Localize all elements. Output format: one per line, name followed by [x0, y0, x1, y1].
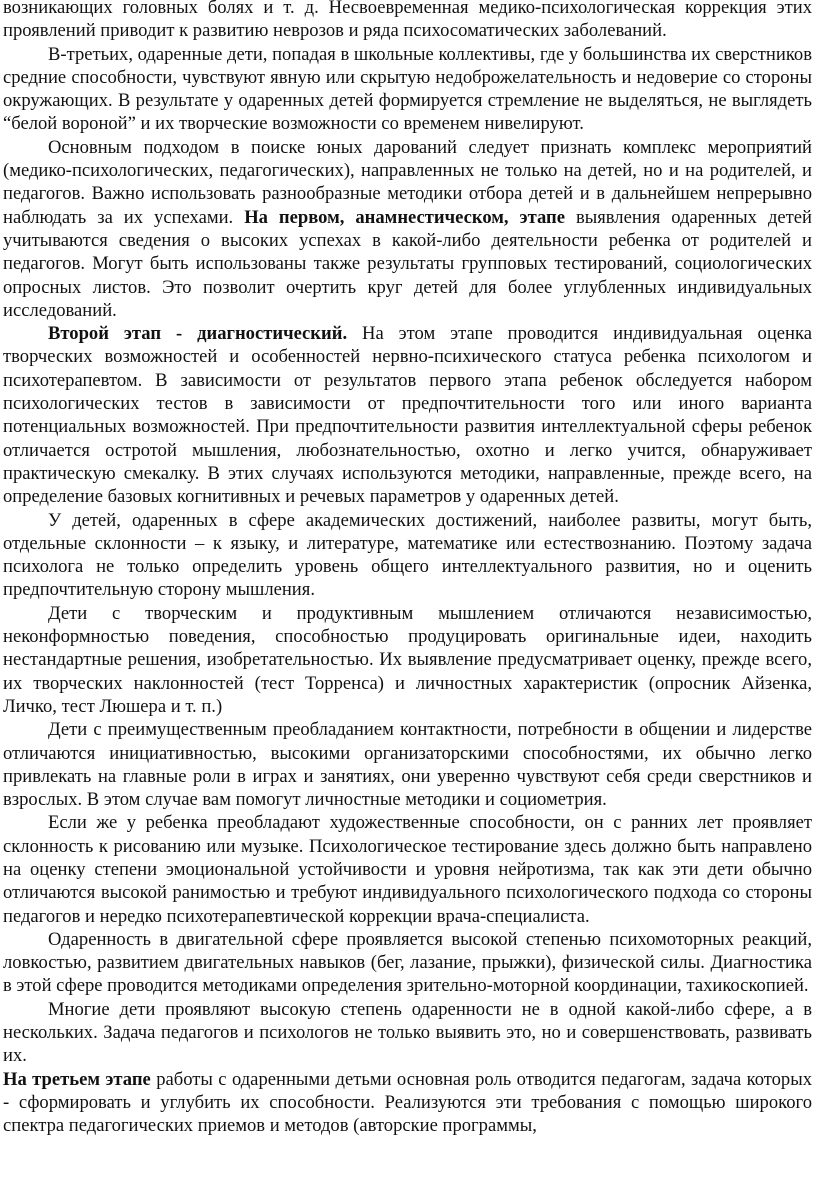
paragraph-3	[3, 136, 812, 322]
paragraph-10	[3, 998, 812, 1068]
paragraph-3-text-b: выявления одаренных детей учитываются сведения о высоких успехах в какой-либо деятельности ребенка от родителей и педагогов. Могут быть использованы также результаты групповых тестирований, социологических опросных листов. Это позволит очертить круг детей для более углубленных индивидуальных исследований.	[3, 206, 812, 321]
paragraph-1	[3, 0, 812, 43]
paragraph-6-text: Дети с творческим и продуктивным мышлением отличаются независимостью, неконформностью поведения, способностью продуцировать оригинальные идеи, находить нестандартные решения, изобретательностью. Их выявление предусматривает оценку, прежде всего, их творческих наклонностей (тест Торренса) и личностных характеристик (опросник Айзенка, Личко, тест Люшера и т. п.)	[3, 602, 812, 717]
paragraph-1-text: возникающих головных болях и т. д. Несвоевременная медико-психологическая коррекция этих проявлений приводит к развитию неврозов и ряда психосоматических заболеваний.	[3, 0, 812, 42]
paragraph-3-bold-stage-one: На первом, анамнестическом, этапе	[244, 206, 565, 228]
paragraph-3-text-a: Основным подходом в поиске юных дарований следует признать комплекс мероприятий (медико-психологических, педагогических), направленных не только на детей, но и на родителей, и педагогов. Важно использовать разнообразные методики отбора детей и в дальнейшем непрерывно наблюдать за их успехами.	[3, 136, 812, 228]
paragraph-4-text: На этом этапе проводится индивидуальная оценка творческих возможностей и особенностей нервно-психического статуса ребенка психологом и психотерапевтом. В зависимости от результатов первого этапа ребенок обследуется набором психологических тестов в зависимости от предпочтительности того или иного варианта потенциальных возможностей. При предпочтительности развития интеллектуальной сферы ребенок отличается остротой мышления, любознательностью, охотно и легко учится, обнаруживает практическую смекалку. В этих случаях используются методики, направленные, прежде всего, на определение базовых когнитивных и речевых параметров у одаренных детей.	[3, 323, 812, 508]
paragraph-9	[3, 928, 812, 998]
paragraph-11-bold-stage-three: На третьем этапе	[3, 1068, 151, 1090]
paragraph-7-text: Дети с преимущественным преобладанием контактности, потребности в общении и лидерстве отличаются инициативностью, высокими организаторскими способностями, их обычно легко привлекать на главные роли в играх и занятиях, они уверенно чувствуют себя среди сверстников и взрослых. В этом случае вам помогут личностные методики и социометрия.	[3, 719, 812, 811]
paragraph-8-text: Если же у ребенка преобладают художественные способности, он с ранних лет проявляет склонность к рисованию или музыке. Психологическое тестирование здесь должно быть направлено на оценку степени эмоциональной устойчивости и уровня нейротизма, так как эти дети обычно отличаются высокой ранимостью и требуют индивидуального психологического подхода со стороны педагогов и нередко психотерапевтической коррекции врача-специалиста.	[3, 812, 812, 927]
paragraph-5	[3, 509, 812, 602]
paragraph-9-text: Одаренность в двигательной сфере проявляется высокой степенью психомоторных реакций, ловкостью, развитием двигательных навыков (бег, лазание, прыжки), физической силы. Диагностика в этой сфере проводится методиками определения зрительно-моторной координации, тахикоскопией.	[3, 928, 812, 997]
paragraph-8	[3, 811, 812, 927]
paragraph-10-text: Многие дети проявляют высокую степень одаренности не в одной какой-либо сфере, а в нескольких. Задача педагогов и психологов не только выявить это, но и совершенствовать, развивать их.	[3, 998, 812, 1067]
paragraph-5-text: У детей, одаренных в сфере академических достижений, наиболее развиты, могут быть, отдельные склонности – к языку, и литературе, математике или естествознанию. Поэтому задача психолога не только определить уровень общего интеллектуального развития, но и оценить предпочтительную сторону мышления.	[3, 509, 812, 601]
paragraph-4	[3, 322, 812, 508]
paragraph-7	[3, 718, 812, 811]
paragraph-11	[3, 1068, 812, 1138]
paragraph-2-text: В-третьих, одаренные дети, попадая в школьные коллективы, где у большинства их сверстников средние способности, чувствуют явную или скрытую недоброжелательность и недоверие со стороны окружающих. В результате у одаренных детей формируется стремление не выделяться, не выглядеть “белой вороной” и их творческие возможности со временем нивелируют.	[3, 43, 812, 135]
paragraph-6	[3, 602, 812, 718]
paragraph-2	[3, 43, 812, 136]
paragraph-4-bold-stage-two: Второй этап - диагностический.	[48, 323, 348, 345]
paragraph-11-text: работы с одаренными детьми основная роль отводится педагогам, задача которых - сформировать и углубить их способности. Реализуются эти требования с помощью широкого спектра педагогических приемов и методов (авторские программы,	[3, 1068, 813, 1137]
